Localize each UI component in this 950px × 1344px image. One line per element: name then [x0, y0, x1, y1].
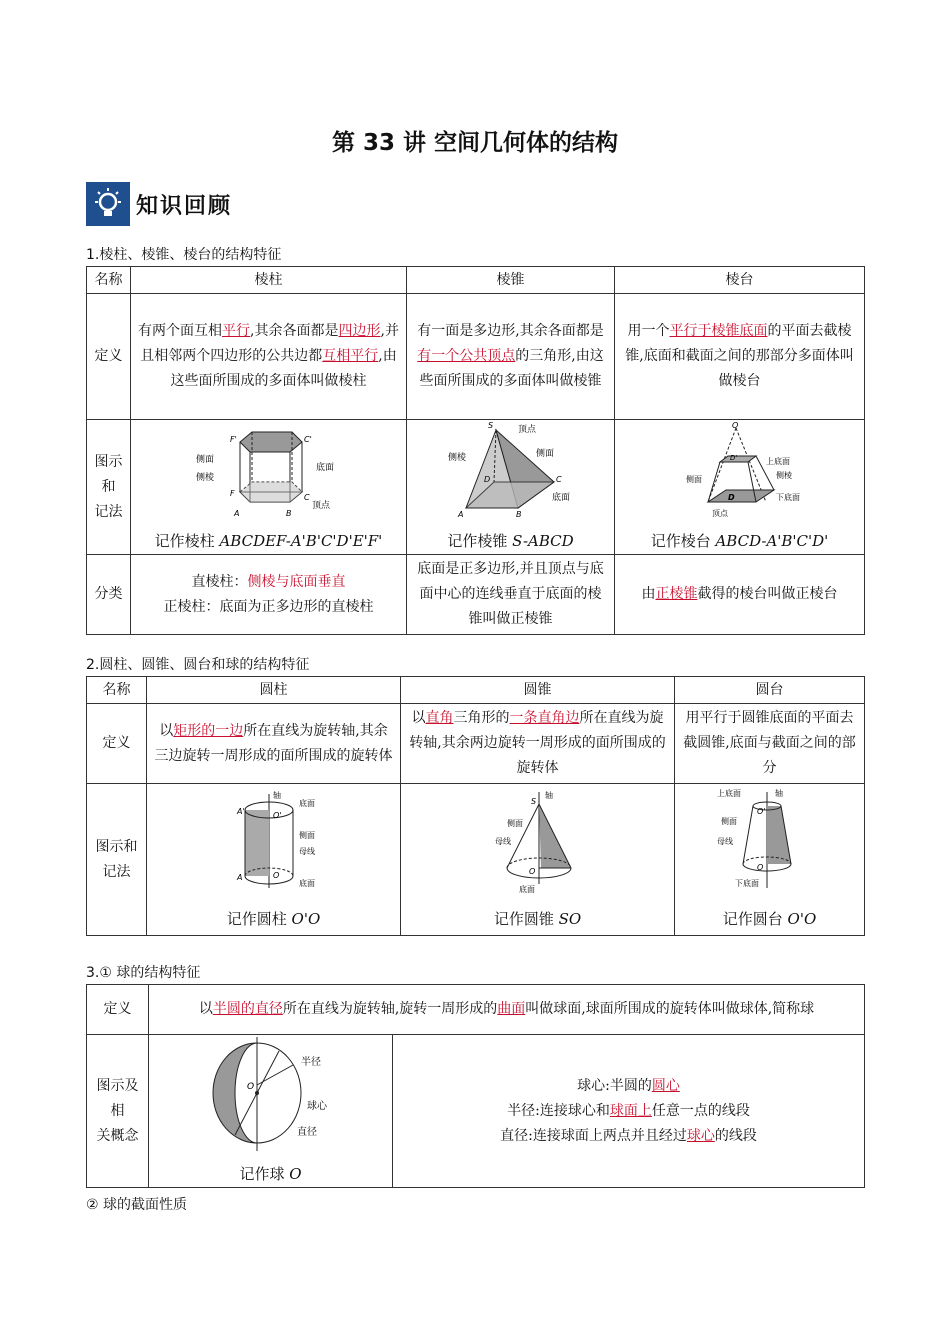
svg-text:C: C	[303, 493, 310, 502]
pyramid-label-base: 底面	[551, 493, 570, 503]
frustum-diagram	[616, 420, 864, 520]
classification-row	[87, 555, 865, 635]
cyl-label-generatrix: 母线	[298, 846, 315, 856]
row2-label-figure: 图示和 记法	[87, 784, 147, 936]
svg-text:C: C	[555, 475, 562, 484]
cyl-label-base: 底面	[298, 798, 315, 808]
svg-text:B: B	[515, 510, 521, 519]
header2-name: 名称	[87, 677, 147, 704]
cone-diagram	[403, 788, 673, 898]
pyramid-classification: 底面是正多边形,并且顶点与底面中心的连线垂直于底面的棱锥叫做正棱锥	[407, 555, 615, 635]
frus-label-axis: 轴	[774, 788, 783, 798]
frustum-cone-caption: 记作圆台 O'O	[722, 909, 817, 928]
svg-text:O: O	[272, 870, 279, 880]
pyramid-figure-cell	[407, 420, 615, 555]
cylinder-figure-cell	[147, 784, 401, 936]
frustum-cone-definition: 用平行于圆锥底面的平面去截圆锥,底面与截面之间的部分	[675, 704, 865, 784]
cylinder-caption: 记作圆柱 O'O	[226, 909, 321, 928]
section1-heading: 1.棱柱、棱锥、棱台的结构特征	[86, 247, 282, 263]
svg-text:D: D	[727, 493, 735, 502]
prism-label-side-edge: 侧棱	[195, 473, 214, 483]
pyramid-caption: 记作棱锥 S-ABCD	[447, 532, 574, 550]
svg-text:O': O'	[756, 806, 765, 816]
sphere-figure-row	[87, 1035, 865, 1188]
svg-text:A': A'	[236, 806, 245, 816]
header-cylinder: 圆柱	[147, 677, 401, 704]
svg-text:C': C'	[303, 435, 312, 444]
cone-definition: 以直角三角形的一条直角边所在直线为旋转轴,其余两边旋转一周形成的面所围成的旋转体	[401, 704, 675, 784]
svg-text:F': F'	[229, 435, 237, 444]
header-prism: 棱柱	[131, 267, 407, 294]
frustum-label-lower: 下底面	[775, 493, 800, 502]
sphere-row-label-definition: 定义	[87, 985, 149, 1035]
cone-caption: 记作圆锥 SO	[493, 909, 582, 928]
header-pyramid: 棱锥	[407, 267, 615, 294]
sphere-diameter-def: 直径:连接球面上两点并且经过球心的线段	[500, 1127, 757, 1144]
prism-caption: 记作棱柱 ABCDEF-A'B'C'D'E'F'	[154, 532, 383, 550]
pyramid-label-vertex: 顶点	[517, 425, 536, 435]
figure-row	[87, 420, 865, 555]
cone-figure-cell	[401, 784, 675, 936]
pyramid-label-side-edge: 侧棱	[447, 453, 466, 463]
sphere-definition-row	[87, 985, 865, 1035]
prism-label-base: 底面	[315, 463, 334, 473]
cylinder-definition: 以矩形的一边所在直线为旋转轴,其余三边旋转一周形成的面所围成的旋转体	[147, 704, 401, 784]
svg-text:O': O'	[272, 810, 281, 820]
frustum-caption: 记作棱台 ABCD-A'B'C'D'	[650, 532, 829, 550]
sphere-caption: 记作球 O	[239, 1165, 302, 1183]
section3-heading: 3.① 球的结构特征	[86, 965, 201, 981]
row2-label-definition: 定义	[87, 704, 147, 784]
frustum-cone-diagram	[677, 788, 863, 898]
svg-text:O: O	[731, 421, 738, 430]
sphere-label-diameter: 直径	[296, 1127, 317, 1138]
header-name: 名称	[87, 267, 131, 294]
svg-text:S: S	[530, 796, 536, 806]
svg-text:A: A	[236, 872, 242, 882]
sphere-radius-def: 半径:连接球心和球面上任意一点的线段	[507, 1102, 750, 1119]
polyhedra-table	[86, 266, 865, 635]
cone-label-side: 侧面	[506, 818, 523, 828]
svg-text:B: B	[285, 509, 291, 518]
svg-text:A: A	[233, 509, 239, 518]
header-frustum-cone: 圆台	[675, 677, 865, 704]
sphere-concepts	[393, 1035, 865, 1188]
section2-heading: 2.圆柱、圆锥、圆台和球的结构特征	[86, 657, 310, 673]
prism-label-vertex: 顶点	[311, 501, 330, 511]
frustum-label-upper: 上底面	[765, 457, 790, 466]
lightbulb-icon	[86, 182, 130, 226]
frus-label-generatrix: 母线	[716, 836, 733, 846]
row-label-figure: 图示 和 记法	[87, 420, 131, 555]
page-title: 第 33 讲 空间几何体的结构	[331, 130, 619, 156]
sphere-table	[86, 984, 865, 1188]
sphere-definition: 以半圆的直径所在直线为旋转轴,旋转一周形成的曲面叫做球面,球面所围成的旋转体叫做球体,简称球	[149, 985, 865, 1035]
frustum-classification: 由正棱锥截得的棱台叫做正棱台	[615, 555, 865, 635]
sphere-center-def: 球心:半圆的圆心	[577, 1077, 680, 1094]
definition-row	[87, 294, 865, 420]
prism-figure-cell	[131, 420, 407, 555]
table2-header-row	[87, 677, 865, 704]
frustum-definition: 用一个平行于棱锥底面的平面去截棱锥,底面和截面之间的那部分多面体叫做棱台	[615, 294, 865, 420]
cyl-label-base2: 底面	[298, 878, 315, 888]
frus-label-upper: 上底面	[716, 788, 741, 798]
frustum-label-side-edge: 侧棱	[775, 471, 792, 480]
sphere-label-radius: 半径	[300, 1057, 321, 1068]
cone-label-generatrix: 母线	[494, 836, 511, 846]
sphere-row-label-figure: 图示及 相 关概念	[87, 1035, 149, 1188]
svg-text:A: A	[457, 510, 463, 519]
prism-diagram	[134, 420, 404, 520]
cylinder-diagram	[149, 788, 399, 898]
cone-label-base: 底面	[518, 884, 535, 894]
row-label-definition: 定义	[87, 294, 131, 420]
sphere-figure-cell	[149, 1035, 393, 1188]
pyramid-diagram	[408, 420, 614, 520]
definition-row-2	[87, 704, 865, 784]
banner-text: 知识回顾	[136, 192, 233, 219]
svg-text:S: S	[487, 421, 493, 430]
prism-definition: 有两个面互相平行,其余各面都是四边形,并且相邻两个四边形的公共边都互相平行,由这些面所围成的多面体叫做棱柱	[131, 294, 407, 420]
svg-text:O: O	[528, 866, 535, 876]
row-label-classification: 分类	[87, 555, 131, 635]
solids-of-revolution-table	[86, 676, 865, 936]
frus-label-side: 侧面	[720, 816, 737, 826]
prism-classification: 直棱柱：侧棱与底面垂直 正棱柱：底面为正多边形的直棱柱	[131, 555, 407, 635]
pyramid-label-side-face: 侧面	[535, 449, 554, 459]
knowledge-review-banner	[86, 180, 232, 228]
svg-text:O: O	[756, 862, 763, 872]
frustum-label-vertex: 顶点	[711, 509, 728, 518]
svg-text:O: O	[246, 1082, 254, 1092]
prism-label-side-face: 侧面	[195, 455, 214, 465]
header-frustum: 棱台	[615, 267, 865, 294]
header-cone: 圆锥	[401, 677, 675, 704]
svg-text:F: F	[229, 489, 235, 498]
frus-label-lower: 下底面	[734, 878, 759, 888]
cone-label-axis: 轴	[544, 790, 553, 800]
sphere-label-center: 球心	[306, 1101, 327, 1112]
pyramid-definition: 有一面是多边形,其余各面都是有一个公共顶点的三角形,由这些面所围成的多面体叫做棱锥	[407, 294, 615, 420]
frustum-cone-figure-cell	[675, 784, 865, 936]
svg-text:D': D'	[729, 454, 737, 462]
table-header-row	[87, 267, 865, 294]
frustum-figure-cell	[615, 420, 865, 555]
figure-row-2	[87, 784, 865, 936]
frustum-label-side-face: 侧面	[685, 475, 702, 484]
cyl-label-side: 侧面	[298, 830, 315, 840]
svg-text:D: D	[483, 475, 490, 484]
cyl-label-axis: 轴	[272, 790, 281, 800]
section4-heading: ② 球的截面性质	[86, 1197, 188, 1213]
sphere-diagram	[151, 1035, 391, 1153]
